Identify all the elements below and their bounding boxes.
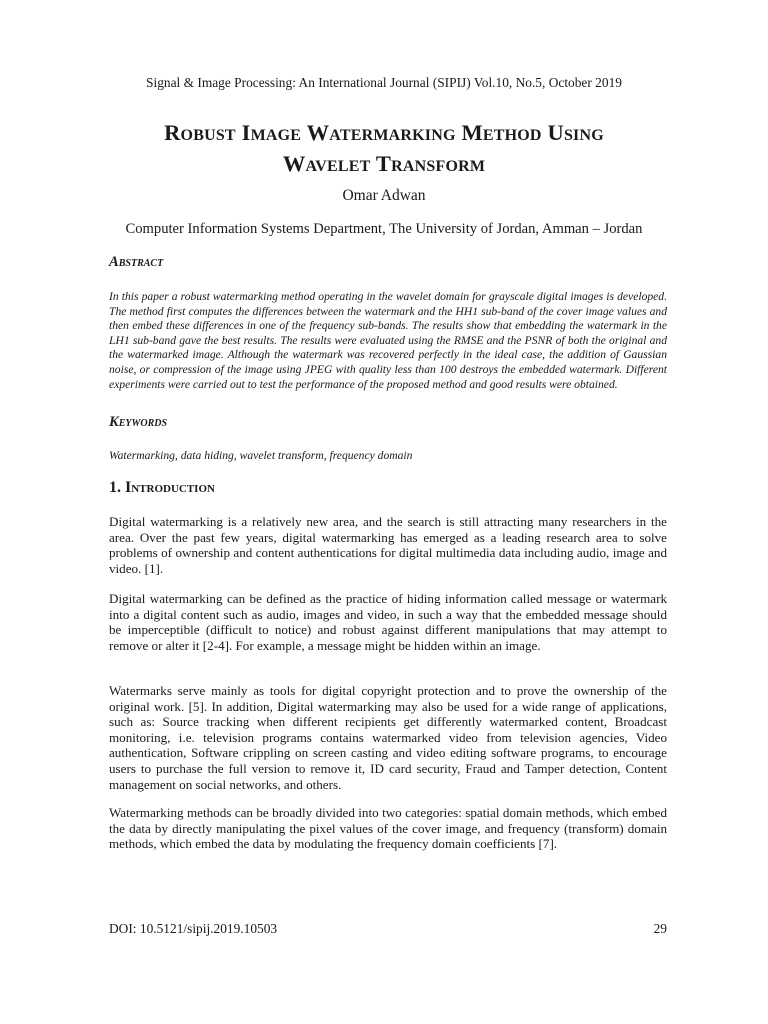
paper-title-line-2: Wavelet Transform <box>282 151 486 176</box>
footer-doi: DOI: 10.5121/sipij.2019.10503 <box>109 921 278 936</box>
paper-title <box>0 117 768 179</box>
paper-title-line-1: Robust Image Watermarking Method Using <box>164 120 604 145</box>
introduction-heading: 1. Introduction <box>109 479 215 496</box>
abstract-heading: Abstract <box>109 254 164 270</box>
intro-paragraph-2: Digital watermarking can be defined as the practice of hiding information called message or watermark into a digital content such as audio, images and video, in such a way that the embedded message should be imperceptible (difficult to notice) and robust against different manipulations that may attempt to remove or alter it [2-4]. For example, a message might be hidden within an image. <box>109 591 667 653</box>
author-name: Omar Adwan <box>342 187 426 204</box>
intro-paragraph-4: Watermarking methods can be broadly divided into two categories: spatial domain methods, which embed the data by directly manipulating the pixel values of the cover image, and frequency (transform) domain methods, which embed the data by modulating the frequency domain coefficients [7]. <box>109 805 667 852</box>
intro-paragraph-1: Digital watermarking is a relatively new area, and the search is still attracting many researchers in the area. Over the past few years, digital watermarking has emerged as a leading research area to solve problems of ownership and content authentications for digital multimedia data including audio, image and video. [1]. <box>109 514 667 576</box>
keywords-heading: Keywords <box>109 414 168 430</box>
abstract-text: In this paper a robust watermarking method operating in the wavelet domain for grayscale digital images is developed. The method first computes the differences between the watermark and the HH1 sub-band of the cover image values and then embed these differences in one of the frequency sub-bands. The results show that embedding the watermark in the LH1 sub-band gave the best results. The results were evaluated using the RMSE and the PSNR of both the original and the watermarked image. Although the watermark was recovered perfectly in the ideal case, the addition of Gaussian noise, or compression of the image using JPEG with quality less than 100 destroys the embedded watermark. Different experiments were carried out to test the performance of the proposed method and good results were obtained. <box>109 290 667 391</box>
intro-paragraph-3: Watermarks serve mainly as tools for digital copyright protection and to prove the ownership of the original work. [5]. In addition, Digital watermarking may also be used for a wide range of applications, such as: Source tracking when different recipients get differently watermarked content, Broadcast monitoring, i.e. television programs contains watermarked video from television agencies, Video authentication, Software crippling on screen casting and video editing software programs, to encourage users to purchase the full version to remove it, ID card security, Fraud and Tamper detection, Content management on social networks, and others. <box>109 683 667 792</box>
author-affiliation: Computer Information Systems Department, The University of Jordan, Amman – Jordan <box>125 221 643 237</box>
page-number: 29 <box>653 921 667 936</box>
journal-header: Signal & Image Processing: An International Journal (SIPIJ) Vol.10, No.5, October 2019 <box>146 75 622 90</box>
keywords-text: Watermarking, data hiding, wavelet transform, frequency domain <box>109 449 413 462</box>
